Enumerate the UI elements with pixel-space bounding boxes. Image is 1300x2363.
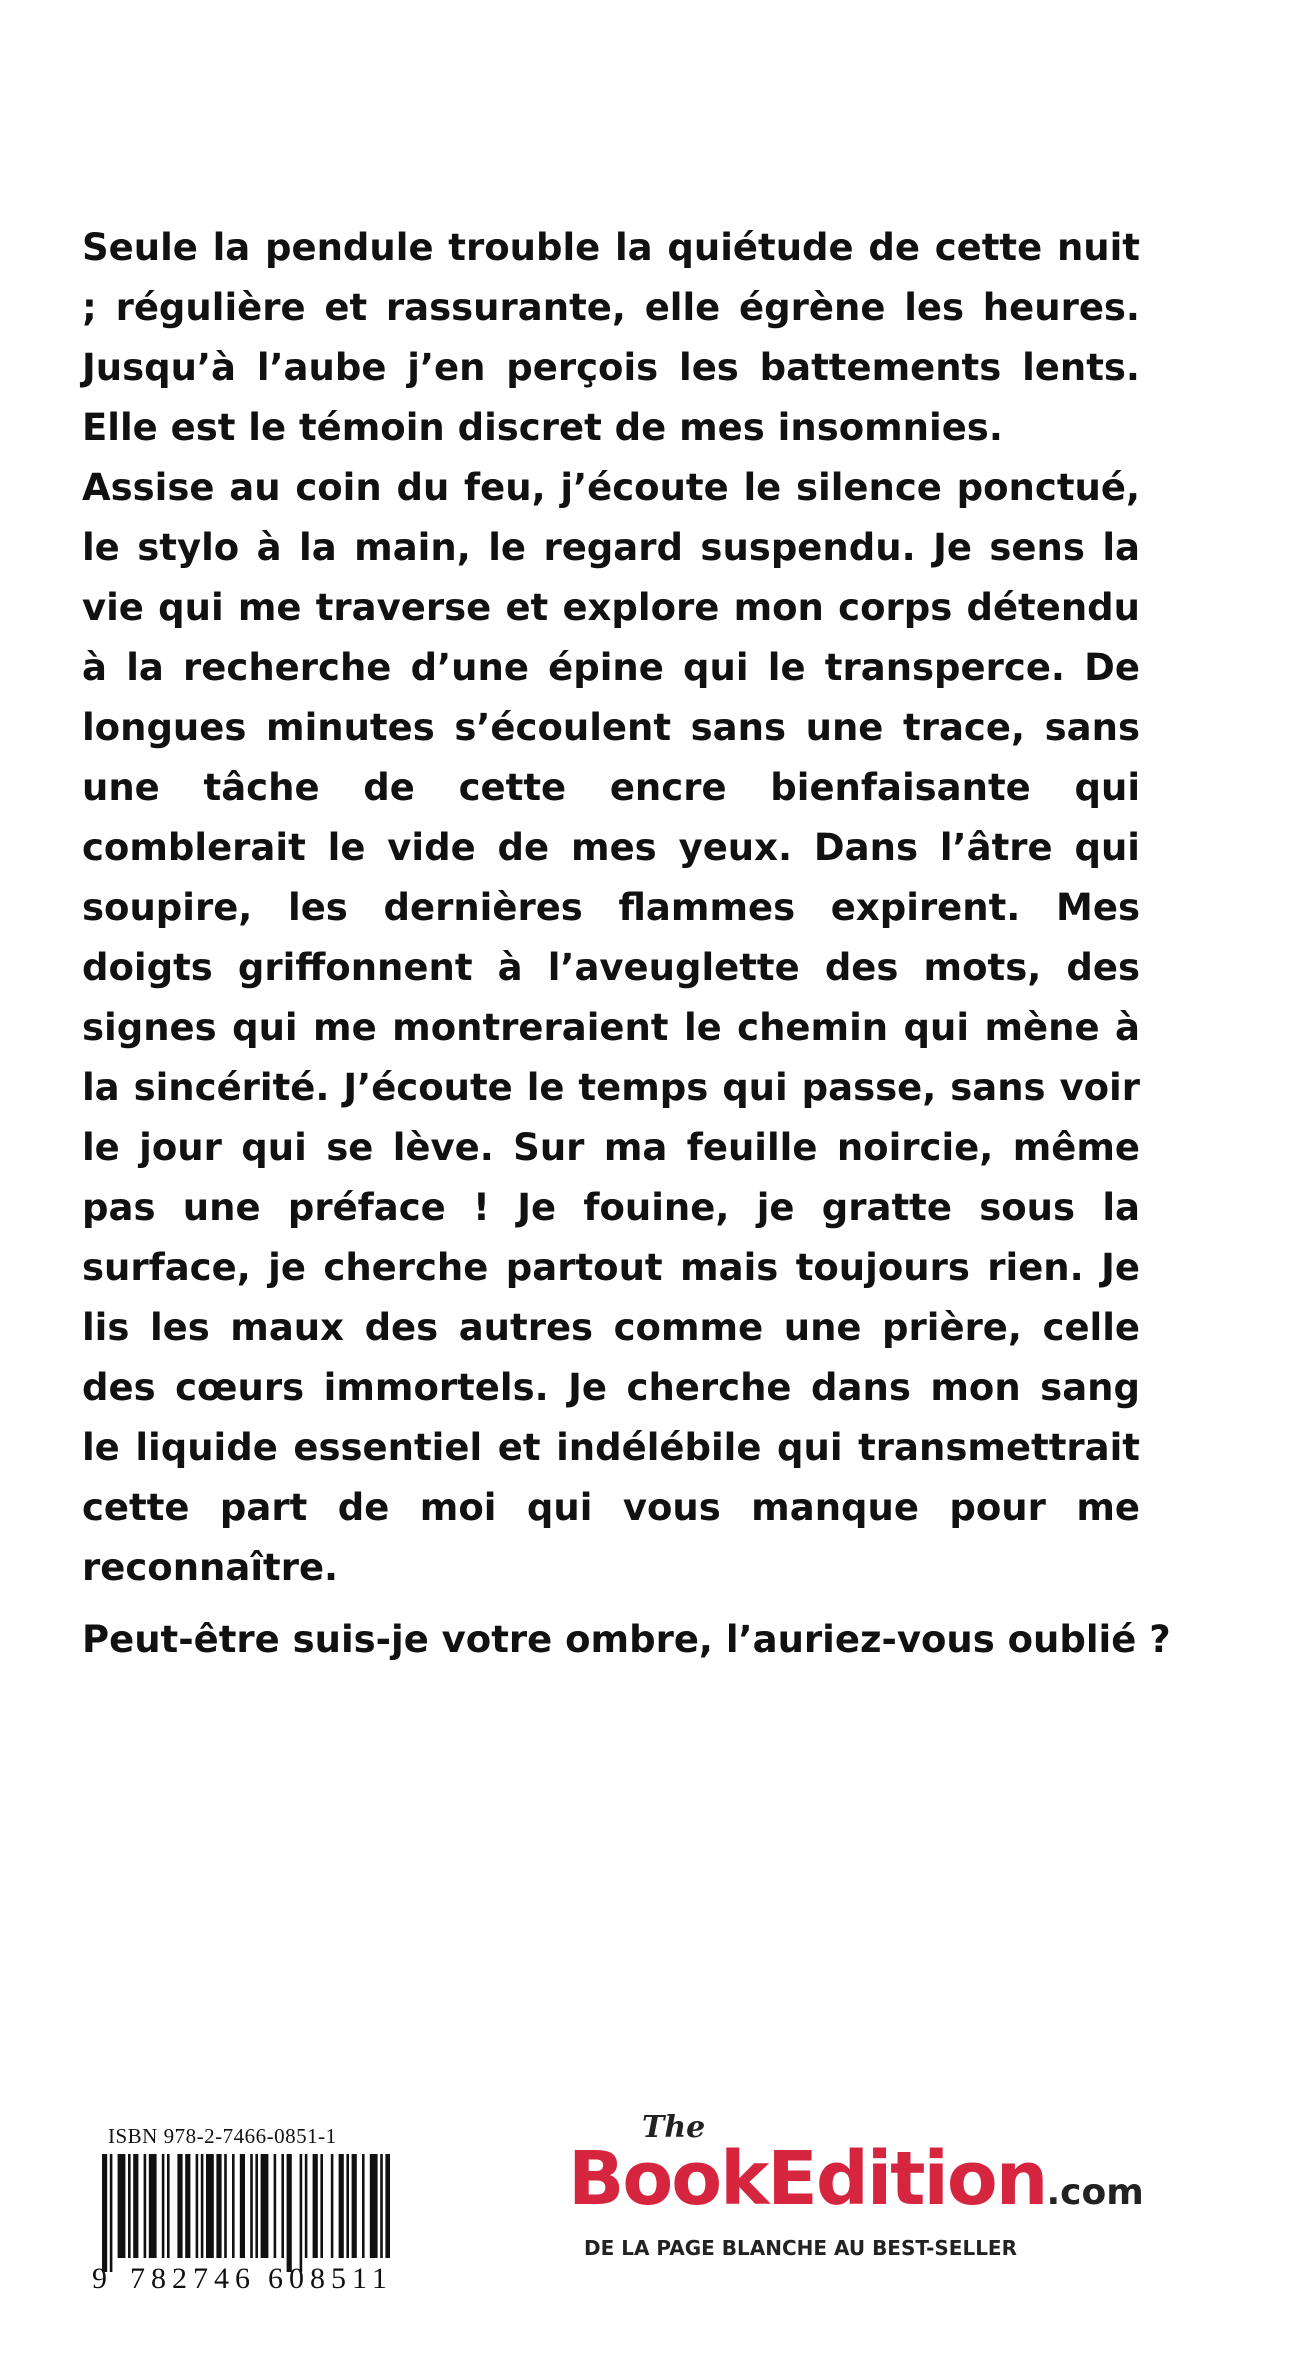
barcode-bar — [385, 2154, 390, 2258]
paragraph-1: Seule la pendule trouble la quiétude de cette nuit ; régulière et rassurante, elle égrène les heures. Jusqu’à l’aube j’en perçois les battements lents. Elle est le témoin discret de mes insomnies. — [82, 226, 1140, 449]
barcode-bar — [133, 2154, 138, 2258]
paragraph-2: Assise au coin du feu, j’écoute le silence ponctué, le stylo à la main, le regard suspendu. Je sens la vie qui me traverse et explore mon corps détendu à la recherche d’une épine qui le transperce. De longues minutes s’écoulent sans une trace, sans une tâche de cette encre bienfaisante qui comblerait le vide de mes yeux. Dans l’âtre qui soupire, les dernières flammes expirent. Mes doigts griffonnent à l’aveuglette des mots, des signes qui me montreraient le chemin qui mène à la sincérité. J’écoute le temps qui passe, sans voir le jour qui se lève. Sur ma feuille noircie, même pas une préface ! Je fouine, je gratte sous la surface, je cherche partout mais toujours rien. Je lis les maux des autres comme une prière, celle des cœurs immortels. Je cherche dans mon sang le liquide essentiel et indélébile qui transmettrait cette part de moi qui vous manque pour me reconnaître. — [82, 466, 1140, 1589]
barcode-bar — [261, 2154, 269, 2258]
barcode-digit-group-right: 608511 — [268, 2262, 393, 2295]
barcode-bar — [240, 2154, 245, 2258]
barcode-bar — [177, 2154, 182, 2258]
barcode-bar — [380, 2154, 383, 2258]
barcode-bar — [274, 2154, 277, 2258]
barcode-bar — [216, 2154, 221, 2258]
barcode-bar — [250, 2154, 253, 2258]
barcode-bar — [102, 2154, 107, 2272]
barcode-bar — [128, 2154, 131, 2258]
barcode-bar — [255, 2154, 258, 2258]
isbn-label: ISBN 978-2-7466-0851-1 — [108, 2124, 337, 2148]
barcode-bar — [281, 2154, 284, 2258]
barcode-bar — [232, 2154, 235, 2258]
barcode-bar — [196, 2154, 199, 2258]
barcode-bar — [287, 2154, 292, 2272]
barcode-bar — [149, 2154, 157, 2258]
barcode-bar — [352, 2154, 357, 2258]
barcode-bar — [370, 2154, 378, 2258]
logo-suffix: .com — [1046, 2172, 1144, 2213]
barcode-bar — [110, 2154, 113, 2272]
barcode-bar — [313, 2154, 318, 2258]
barcode-bar — [185, 2154, 190, 2258]
barcode-bar — [162, 2154, 165, 2258]
barcode-bar — [320, 2154, 323, 2258]
barcode-digit-first: 9 — [92, 2262, 107, 2295]
logo-the: The — [642, 2110, 706, 2145]
barcode-bar — [300, 2154, 303, 2272]
barcode-bar — [206, 2154, 214, 2258]
publisher-logo — [560, 2110, 1160, 2290]
logo-wordmark — [568, 2136, 1144, 2222]
barcode-bar — [339, 2154, 344, 2258]
closing-line: Peut-être suis-je votre ombre, l’auriez-vous oublié ? — [82, 1618, 1171, 1661]
barcode-bar — [224, 2154, 227, 2258]
barcode-bars — [100, 2154, 390, 2274]
isbn-barcode — [92, 2120, 392, 2300]
barcode-bar — [305, 2154, 308, 2258]
logo-brand: BookEdition — [568, 2136, 1047, 2222]
barcode-bar — [331, 2154, 334, 2258]
barcode-bar — [362, 2154, 365, 2258]
logo-tagline: DE LA PAGE BLANCHE AU BEST-SELLER — [584, 2236, 1017, 2260]
barcode-bar — [118, 2154, 126, 2258]
barcode-bar — [167, 2154, 170, 2258]
barcode-digit-group-left: 782746 — [130, 2262, 256, 2295]
barcode-bar — [144, 2154, 147, 2258]
barcode-bar — [201, 2154, 204, 2258]
barcode-bar — [346, 2154, 349, 2258]
back-cover-text — [82, 218, 1140, 1598]
